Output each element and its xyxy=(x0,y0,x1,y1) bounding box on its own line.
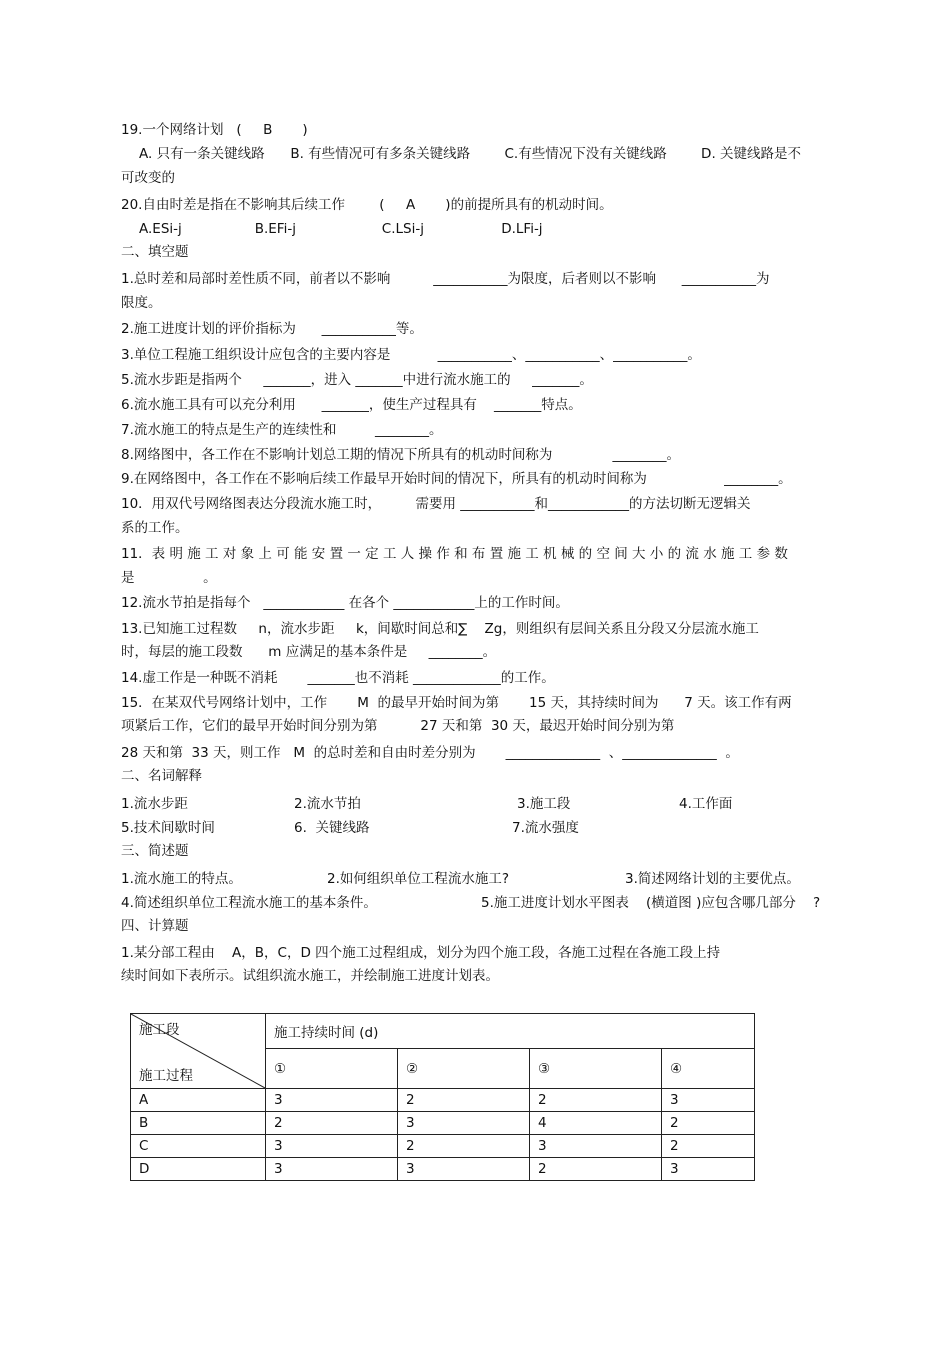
corner-label-segment: 施工段 xyxy=(139,1022,180,1038)
process-cell: A xyxy=(131,1089,266,1112)
duration-cell: 3 xyxy=(662,1158,755,1181)
fill-3: 3.单位工程施工组织设计应包含的主要内容是 ___________、___________、___________。 xyxy=(121,347,701,363)
segment-header: ③ xyxy=(530,1049,662,1089)
duration-cell: 2 xyxy=(398,1135,530,1158)
table-row xyxy=(131,1089,755,1112)
fill-15-line-2: 项紧后工作，它们的最早开始时间分别为第 27 天和第 30 天，最迟开始时间分别为第 xyxy=(121,718,675,734)
question-20-options: A.ESi-j B.EFi-j C.LSi-j D.LFi-j xyxy=(139,221,543,237)
short-4: 4.简述组织单位工程流水施工的基本条件。 xyxy=(121,895,377,911)
fill-11-line-1: 11．表 明 施 工 对 象 上 可 能 安 置 一 定 工 人 操 作 和 布 置 施 工 机 械 的 空 间 大 小 的 流 水 施 工 参 数 xyxy=(121,546,788,562)
question-19-options: A. 只有一条关键线路 B. 有些情况可有多条关键线路 C.有些情况下没有关键线路 D. 关键线路是不 xyxy=(139,146,802,162)
process-cell: C xyxy=(131,1135,266,1158)
duration-cell: 2 xyxy=(530,1089,662,1112)
short-1: 1.流水施工的特点。 xyxy=(121,871,242,887)
term-7: 7.流水强度 xyxy=(512,820,579,836)
fill-12: 12.流水节拍是指每个 ____________ 在各个 ____________上的工作时间。 xyxy=(121,595,569,611)
fill-15-line-3: 28 天和第 33 天，则工作 M 的总时差和自由时差分别为 ______________ 、______________ 。 xyxy=(121,745,739,761)
question-20: 20.自由时差是指在不影响其后续工作 ( A )的前提所具有的机动时间。 xyxy=(121,197,613,213)
fill-10-line-2: 系的工作。 xyxy=(121,520,189,536)
segment-header: ④ xyxy=(662,1049,755,1089)
duration-cell: 3 xyxy=(662,1089,755,1112)
fill-13-line-1: 13.已知施工过程数 n，流水步距 k，间歇时间总和∑ Zg，则组织有层间关系且分段又分层流水施工 xyxy=(121,621,759,637)
process-cell: D xyxy=(131,1158,266,1181)
short-3: 3.简述网络计划的主要优点。 xyxy=(625,871,800,887)
fill-8: 8.网络图中，各工作在不影响计划总工期的情况下所具有的机动时间称为 ________。 xyxy=(121,447,680,463)
duration-cell: 3 xyxy=(530,1135,662,1158)
duration-cell: 2 xyxy=(662,1135,755,1158)
fill-5: 5.流水步距是指两个 _______，进入 _______中进行流水施工的 _______。 xyxy=(121,372,593,388)
duration-cell: 2 xyxy=(530,1158,662,1181)
duration-cell: 3 xyxy=(398,1112,530,1135)
duration-table xyxy=(130,1013,755,1181)
table-corner-cell xyxy=(131,1014,266,1089)
short-2: 2.如何组织单位工程流水施工? xyxy=(327,871,510,887)
question-19: 19.一个网络计划 ( B ) xyxy=(121,122,308,138)
duration-cell: 2 xyxy=(266,1112,398,1135)
fill-13-line-2: 时，每层的施工段数 m 应满足的基本条件是 ________。 xyxy=(121,644,497,660)
segment-header: ② xyxy=(398,1049,530,1089)
table-row xyxy=(131,1158,755,1181)
fill-6: 6.流水施工具有可以充分利用 _______，使生产过程具有 _______特点。 xyxy=(121,397,582,413)
fill-14: 14.虚工作是一种既不消耗 _______也不消耗 _____________的工作。 xyxy=(121,670,555,686)
duration-cell: 2 xyxy=(398,1089,530,1112)
fill-10-line-1: 10．用双代号网络图表达分段流水施工时， 需要用 ___________和____________的方法切断无逻辑关 xyxy=(121,496,751,512)
process-cell: B xyxy=(131,1112,266,1135)
fill-1-line-1: 1.总时差和局部时差性质不同，前者以不影响 ___________为限度，后者则以不影响 ___________为 xyxy=(121,271,770,287)
term-2: 2.流水节拍 xyxy=(294,796,361,812)
duration-cell: 3 xyxy=(398,1158,530,1181)
term-1: 1.流水步距 xyxy=(121,796,188,812)
short-5: 5.施工进度计划水平图表 (横道图 )应包含哪几部分 ? xyxy=(481,895,821,911)
fill-2: 2.施工进度计划的评价指标为 ___________等。 xyxy=(121,321,423,337)
calc-1-line-1: 1.某分部工程由 A，B，C，D 四个施工过程组成，划分为四个施工段，各施工过程在各施工段上持 xyxy=(121,945,721,961)
section-heading-terms: 二、名词解释 xyxy=(121,768,202,784)
term-3: 3.施工段 xyxy=(517,796,571,812)
question-19-options-cont: 可改变的 xyxy=(121,170,175,186)
fill-7: 7.流水施工的特点是生产的连续性和 ________。 xyxy=(121,422,443,438)
table-row xyxy=(131,1112,755,1135)
fill-11-line-2: 是 。 xyxy=(121,570,217,586)
duration-cell: 3 xyxy=(266,1135,398,1158)
term-5: 5.技术间歇时间 xyxy=(121,820,215,836)
section-heading-fill: 二、填空题 xyxy=(121,244,189,260)
duration-cell: 4 xyxy=(530,1112,662,1135)
duration-cell: 2 xyxy=(662,1112,755,1135)
term-6: 6. 关键线路 xyxy=(294,820,370,836)
section-heading-calc: 四、计算题 xyxy=(121,918,189,934)
segment-header: ① xyxy=(266,1049,398,1089)
duration-cell: 3 xyxy=(266,1089,398,1112)
calc-1-line-2: 续时间如下表所示。试组织流水施工，并绘制施工进度计划表。 xyxy=(121,968,499,984)
fill-1-line-2: 限度。 xyxy=(121,295,162,311)
section-heading-short: 三、简述题 xyxy=(121,843,189,859)
group-header: 施工持续时间 (d) xyxy=(266,1014,755,1049)
table-row xyxy=(131,1135,755,1158)
corner-label-process: 施工过程 xyxy=(139,1068,193,1084)
fill-9: 9.在网络图中，各工作在不影响后续工作最早开始时间的情况下，所具有的机动时间称为 ________。 xyxy=(121,471,792,487)
fill-15-line-1: 15．在某双代号网络计划中，工作 M 的最早开始时间为第 15 天，其持续时间为 7 天。该工作有两 xyxy=(121,695,792,711)
term-4: 4.工作面 xyxy=(679,796,733,812)
duration-cell: 3 xyxy=(266,1158,398,1181)
